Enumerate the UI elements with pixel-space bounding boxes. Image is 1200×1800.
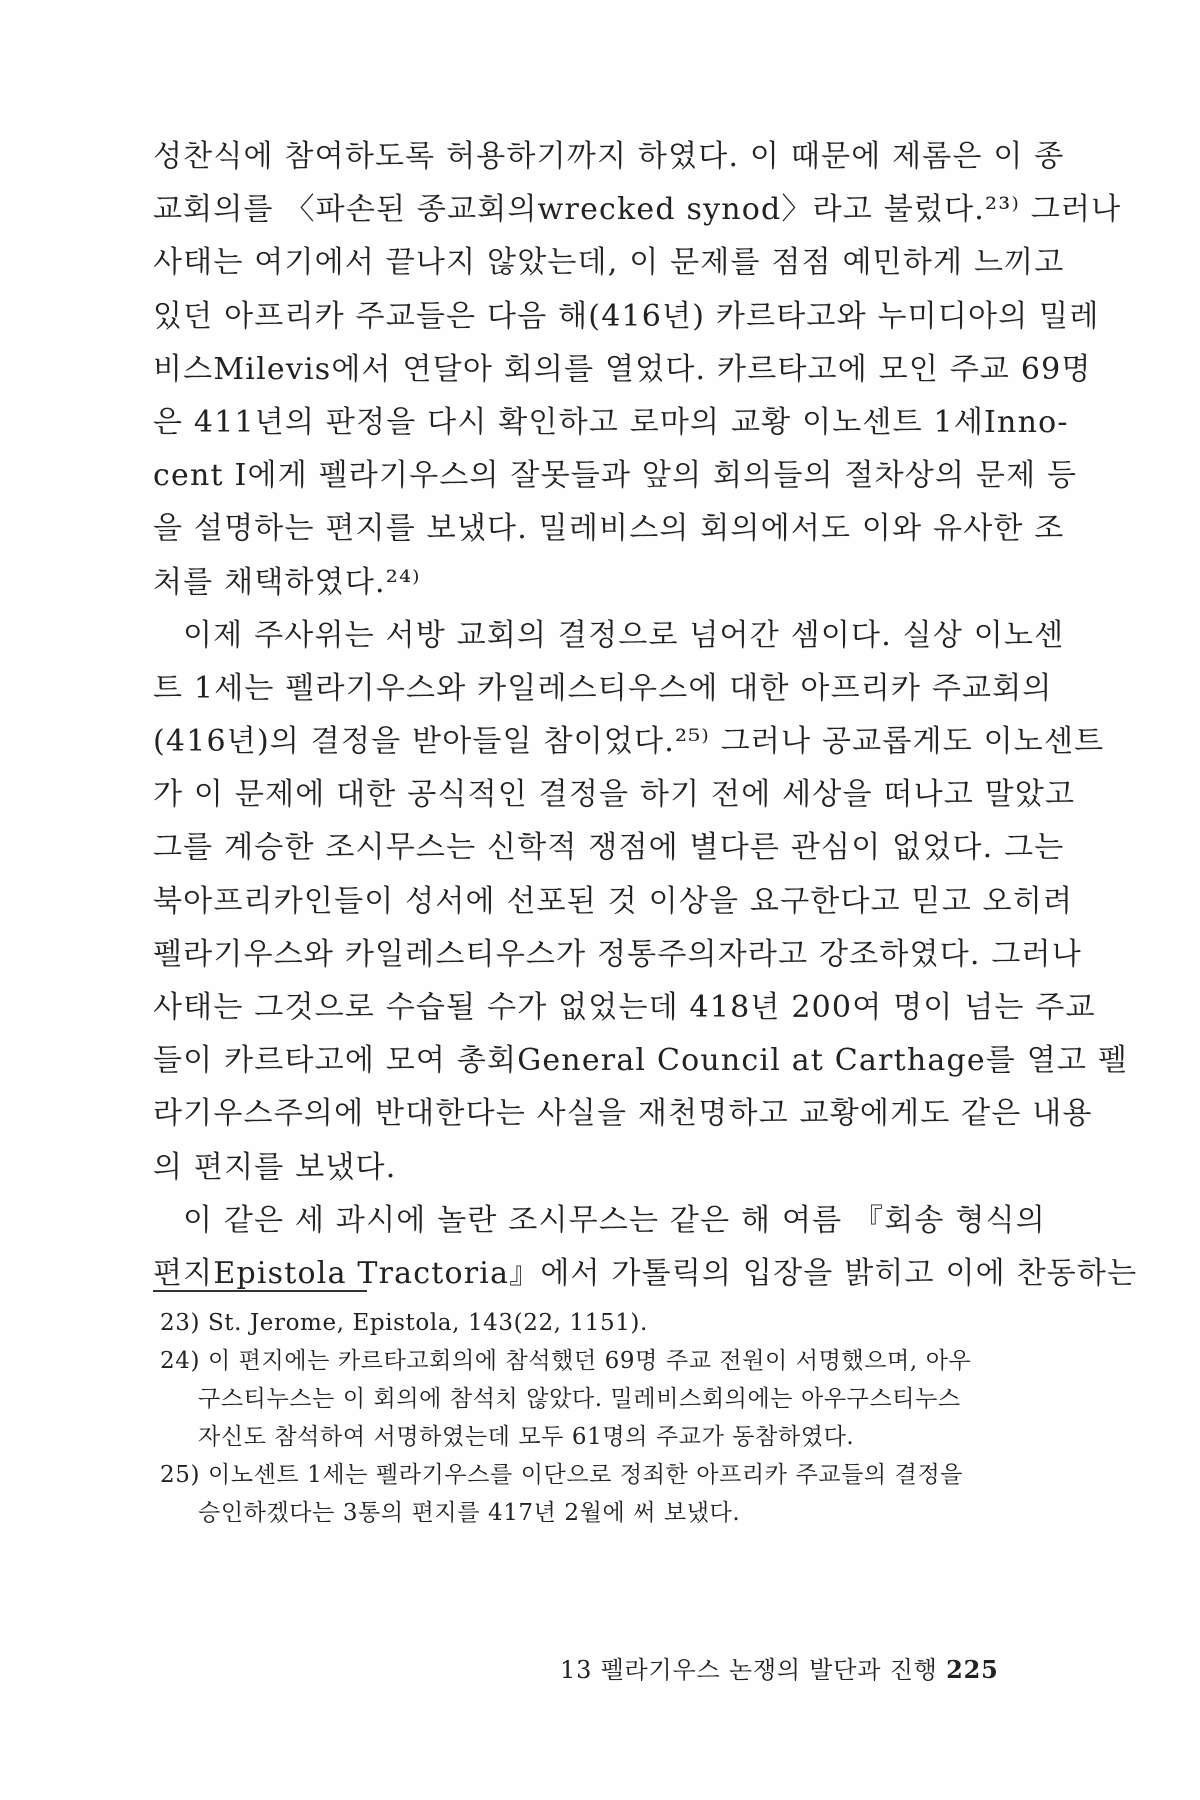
body-line: 교회의를 〈파손된 종교회의wrecked synod〉라고 불렀다.²³⁾ 그러나 [153, 192, 1122, 228]
footnote-24-continued: 자신도 참석하여 서명하였는데 모두 61명의 주교가 동참하였다. [198, 1424, 855, 1450]
page-number: 225 [946, 1655, 999, 1684]
body-line: 가 이 문제에 대한 공식적인 결정을 하기 전에 세상을 떠나고 말았고 [153, 777, 1076, 813]
footnote-25: 25) 이노센트 1세는 펠라기우스를 이단으로 정죄한 아프리카 주교들의 결정을 [160, 1462, 964, 1488]
body-line: 비스Milevis에서 연달아 회의를 열었다. 카르타고에 모인 주교 69명 [153, 351, 1092, 387]
body-line: 은 411년의 판정을 다시 확인하고 로마의 교황 이노센트 1세Inno- [153, 404, 1069, 440]
body-line: 을 설명하는 편지를 보냈다. 밀레비스의 회의에서도 이와 유사한 조 [153, 511, 1065, 547]
body-line: 사태는 여기에서 끝나지 않았는데, 이 문제를 점점 예민하게 느끼고 [153, 245, 1065, 281]
body-line: 트 1세는 펠라기우스와 카일레스티우스에 대한 아프리카 주교회의 [153, 670, 1053, 706]
body-text [153, 130, 1138, 1300]
body-line: 있던 아프리카 주교들은 다음 해(416년) 카르타고와 누미디아의 밀레 [153, 298, 1100, 334]
running-footer [560, 1650, 1030, 1690]
body-line: 처를 채택하였다.²⁴⁾ [153, 564, 421, 600]
footnote-25-continued: 승인하겠다는 3통의 편지를 417년 2월에 써 보냈다. [198, 1500, 741, 1526]
body-line: 북아프리카인들이 성서에 선포된 것 이상을 요구한다고 믿고 오히려 [153, 883, 1074, 919]
paragraph-start-line: 이 같은 세 과시에 놀란 조시무스는 같은 해 여름 『회송 형식의 [183, 1202, 1046, 1238]
footnote-24: 24) 이 편지에는 카르타고회의에 참석했던 69명 주교 전원이 서명했으며, 아우 [160, 1348, 972, 1374]
body-line: 들이 카르타고에 모여 총회General Council at Carthage를 열고 펠 [153, 1043, 1128, 1079]
body-line: 라기우스주의에 반대한다는 사실을 재천명하고 교황에게도 같은 내용 [153, 1096, 1093, 1132]
body-line: 편지Epistola Tractoria』에서 가톨릭의 입장을 밝히고 이에 찬동하는 [153, 1255, 1138, 1291]
body-line: (416년)의 결정을 받아들일 참이었다.²⁵⁾ 그러나 공교롭게도 이노센트 [153, 724, 1105, 760]
chapter-number: 13 [560, 1656, 593, 1684]
body-line: 펠라기우스와 카일레스티우스가 정통주의자라고 강조하였다. 그러나 [153, 936, 1082, 972]
body-line: 의 편지를 보냈다. [153, 1149, 397, 1185]
body-line: 그를 계승한 조시무스는 신학적 쟁점에 별다른 관심이 없었다. 그는 [153, 830, 1065, 866]
footnote-24-continued: 구스티누스는 이 회의에 참석치 않았다. 밀레비스회의에는 아우구스티누스 [198, 1386, 961, 1412]
paragraph-start-line: 이제 주사위는 서방 교회의 결정으로 넘어간 셈이다. 실상 이노센 [183, 617, 1065, 653]
chapter-title: 펠라기우스 논쟁의 발단과 진행 [600, 1656, 938, 1684]
body-line: cent I에게 펠라기우스의 잘못들과 앞의 회의들의 절차상의 문제 등 [153, 458, 1078, 494]
footnote-23: 23) St. Jerome, Epistola, 143(22, 1151). [160, 1310, 648, 1336]
body-line: 사태는 그것으로 수습될 수가 없었는데 418년 200여 명이 넘는 주교 [153, 990, 1096, 1025]
footnote-divider [153, 1290, 367, 1292]
body-line: 성찬식에 참여하도록 허용하기까지 하였다. 이 때문에 제롬은 이 종 [153, 139, 1065, 174]
footnotes [160, 1304, 1030, 1532]
